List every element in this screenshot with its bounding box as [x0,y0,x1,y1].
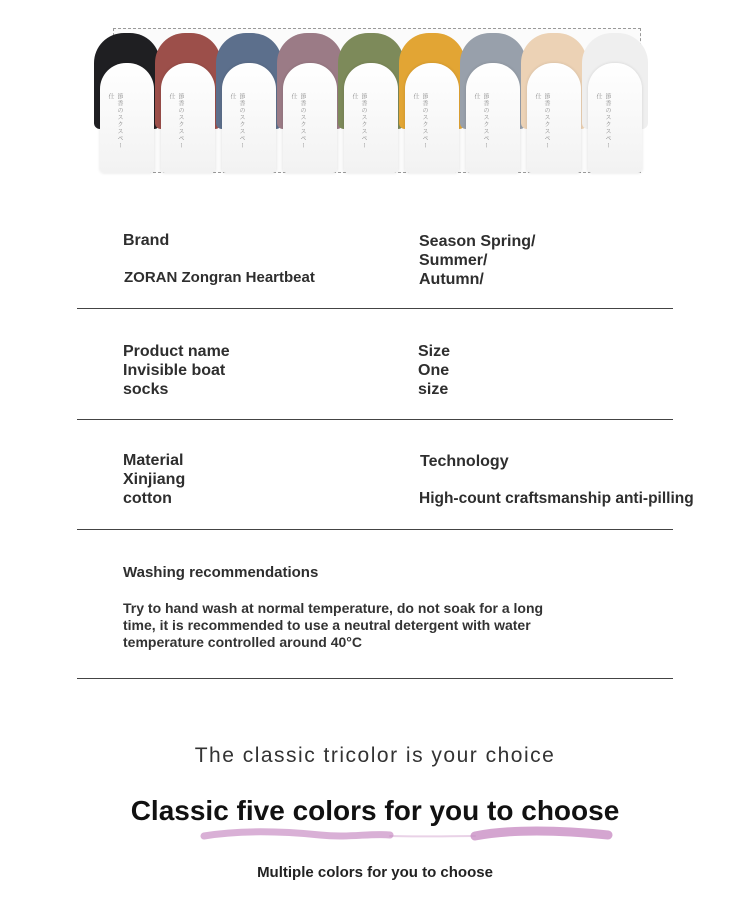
banner-headline: Classic five colors for you to choose [130,795,620,826]
brush-stroke-decoration [200,827,612,843]
divider [77,419,673,420]
sock-illustration: 節香のスクスペー仕 [399,33,465,173]
sock-illustration: 節香のスクスペー仕 [521,33,587,173]
sock-illustration: 節香のスクスペー仕 [582,33,648,173]
brand-value: ZORAN Zongran Heartbeat [124,269,315,286]
washing-label: Washing recommendations [123,564,319,581]
product-image-strip [107,28,641,173]
banner-caption: Multiple colors for you to choose [257,864,493,881]
brand-label: Brand [123,232,170,249]
banner-subtitle: The classic tricolor is your choice [194,744,556,767]
season-label: Season Spring/ Summer/ Autumn/ [419,233,536,288]
washing-value: Try to hand wash at normal temperature, do not soak for a long time, it is recommended to use a neutral detergent with water temperature controlled around 40°C [123,600,544,650]
sock-illustration: 節香のスクスペー仕 [460,33,526,173]
sock-illustration: 節香のスクスペー仕 [216,33,282,173]
divider [77,308,673,309]
material-label: Material Xinjiang cotton [123,452,186,507]
sock-illustration: 節香のスクスペー仕 [338,33,404,173]
sock-illustration: 節香のスクスペー仕 [155,33,221,173]
sock-illustration: 節香のスクスペー仕 [94,33,160,173]
divider [77,529,673,530]
technology-value: High-count craftsmanship anti-pilling [419,490,694,507]
technology-label: Technology [420,453,509,470]
product-name-label: Product name Invisible boat socks [123,343,230,398]
size-label: Size One size [418,343,451,398]
sock-illustration: 節香のスクスペー仕 [277,33,343,173]
divider [77,678,673,679]
